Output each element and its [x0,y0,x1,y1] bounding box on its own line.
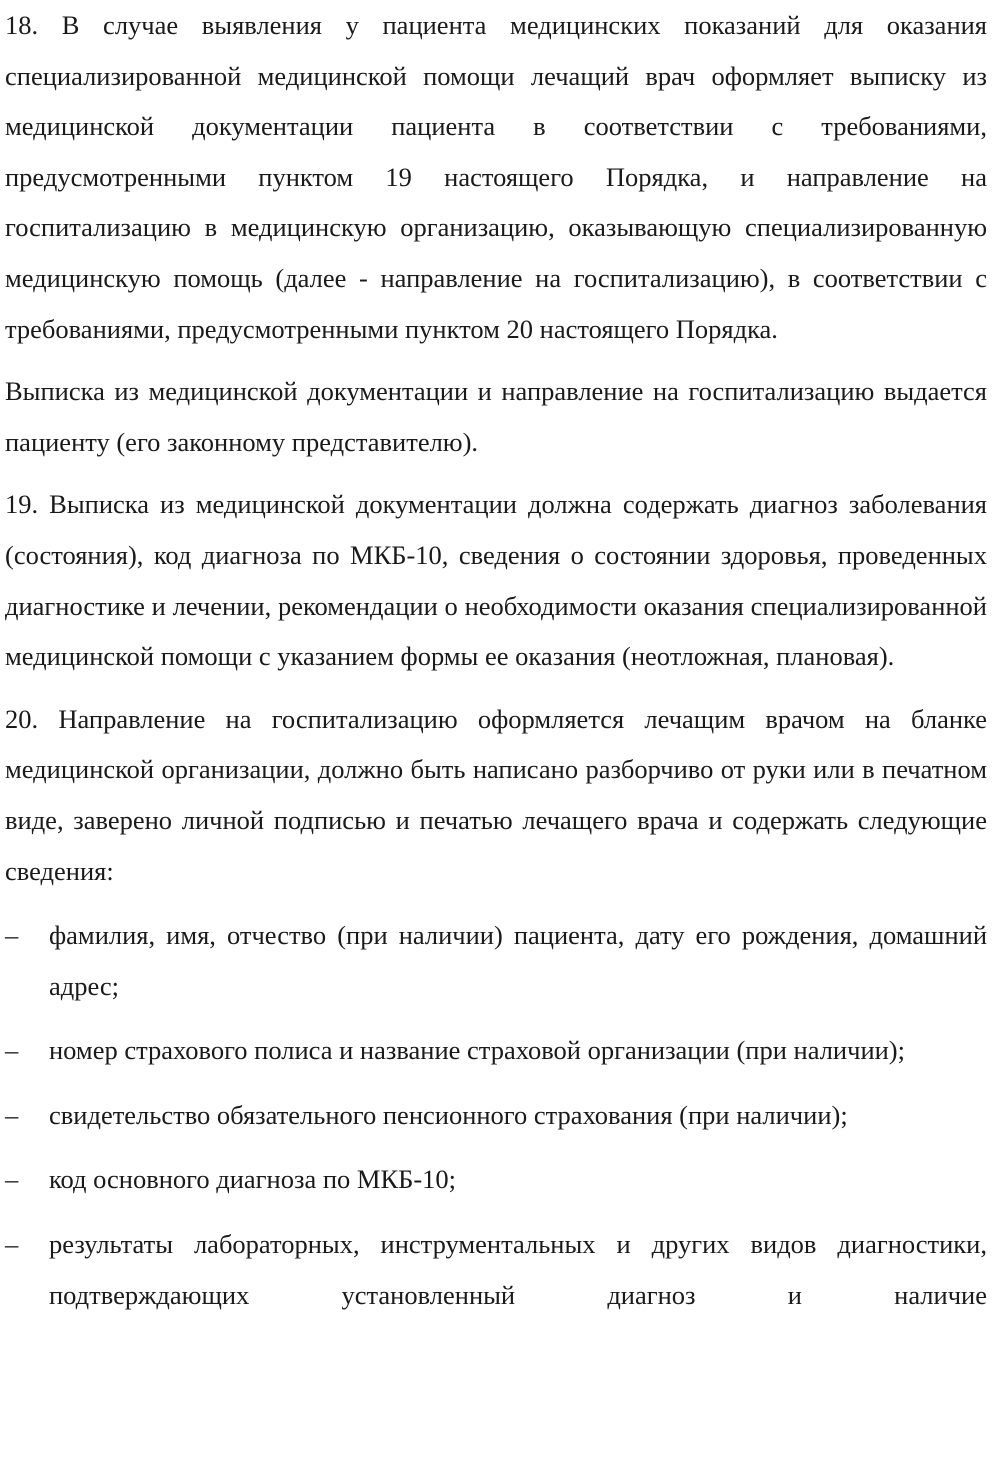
dash-marker: – [5,1164,19,1195]
dash-marker: – [5,1099,19,1130]
list-item [5,1154,987,1205]
list-item-text: фамилия, имя, отчество (при наличии) пациента, дату его рождения, домашний адрес; [49,920,987,1001]
list-item-text: свидетельство обязательного пенсионного страхования (при наличии); [49,1099,848,1130]
list-item-text: номер страхового полиса и название страховой организации (при наличии); [49,1035,905,1066]
paragraph-19: 19. Выписка из медицинской документации должна содержать диагноз заболевания (состояния), код диагноза по МКБ-10, сведения о состоянии здоровья, проведенных диагностике и лечении, рекомендации о необходимости оказания специализированной медицинской помощи с указанием формы ее оказания (неотложная, плановая). [5,489,987,672]
paragraph-18: 18. В случае выявления у пациента медицинских показаний для оказания специализированной медицинской помощи лечащий врач оформляет выписку из медицинской документации пациента в соответствии с требованиями, предусмотренными пунктом 19 настоящего Порядка, и направление на госпитализацию в медицинскую организацию, оказывающую специализированную медицинскую помощь (далее - направление на госпитализацию), в соответствии с требованиями, предусмотренными пунктом 20 настоящего Порядка. [5,10,987,344]
paragraph-20: 20. Направление на госпитализацию оформляется лечащим врачом на бланке медицинской организации, должно быть написано разборчиво от руки или в печатном виде, заверено личной подписью и печатью лечащего врача и содержать следующие сведения: [5,703,987,886]
list-item [5,1219,987,1320]
paragraph-18-issue: Выписка из медицинской документации и направление на госпитализацию выдается пациенту (его законному представителю). [5,376,987,457]
requirements-list [5,910,987,1320]
dash-marker: – [5,920,19,951]
list-item-text: результаты лабораторных, инструментальных и других видов диагностики, подтверждающих установленный диагноз и наличие [49,1229,987,1310]
dash-marker: – [5,1229,19,1260]
list-item-text: код основного диагноза по МКБ-10; [49,1164,457,1195]
document-page [5,0,987,1320]
list-item [5,1090,987,1141]
list-item [5,910,987,1011]
dash-marker: – [5,1035,19,1066]
list-item [5,1025,987,1076]
